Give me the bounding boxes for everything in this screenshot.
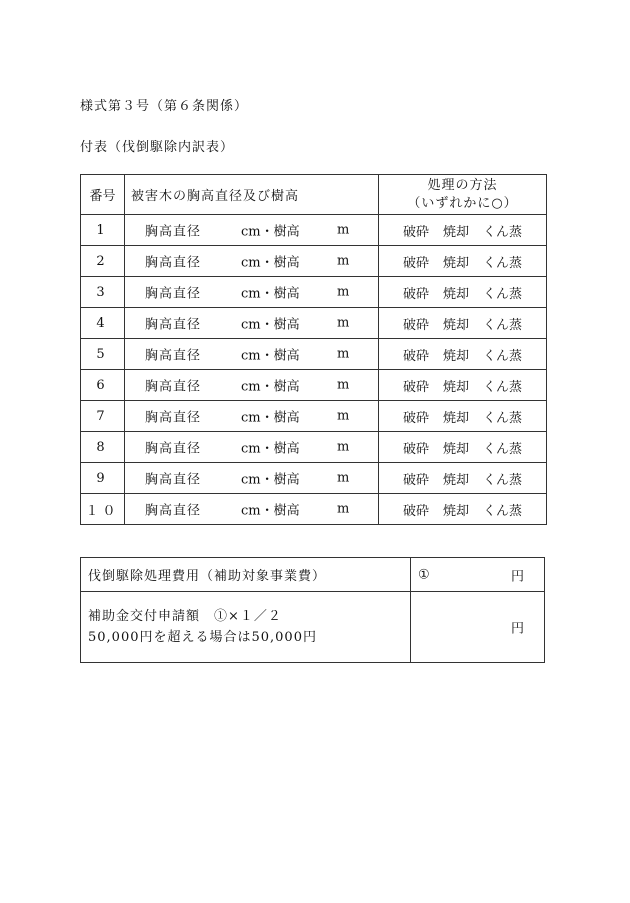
- diameter-label: 胸高直径: [145, 286, 202, 302]
- row-method: [379, 339, 547, 370]
- diameter-label: 胸高直径: [145, 441, 202, 457]
- method-option-fumigate[interactable]: くん蒸: [483, 317, 523, 333]
- row-method: [379, 432, 547, 463]
- table-row: [81, 339, 547, 370]
- row-number: 2: [81, 246, 125, 277]
- apply-label-line1: 補助金交付申請額 ①×１／２: [88, 609, 282, 624]
- method-option-crush[interactable]: 破砕: [402, 255, 429, 271]
- row-number: 7: [81, 401, 125, 432]
- row-number: 8: [81, 432, 125, 463]
- table-row: [81, 308, 547, 339]
- method-option-burn[interactable]: 焼却: [442, 348, 469, 364]
- method-option-fumigate[interactable]: くん蒸: [483, 379, 523, 395]
- row-method: [379, 308, 547, 339]
- method-option-burn[interactable]: 焼却: [442, 472, 469, 488]
- row-measurement: [125, 463, 379, 494]
- row-number: 5: [81, 339, 125, 370]
- method-option-burn[interactable]: 焼却: [442, 410, 469, 426]
- method-option-fumigate[interactable]: くん蒸: [483, 410, 523, 426]
- method-option-crush[interactable]: 破砕: [402, 317, 429, 333]
- method-option-fumigate[interactable]: くん蒸: [483, 472, 523, 488]
- row-method: [379, 277, 547, 308]
- method-option-crush[interactable]: 破砕: [402, 503, 429, 519]
- diameter-unit-height-label: cm・樹高: [241, 348, 300, 364]
- row-number: 4: [81, 308, 125, 339]
- row-number: 9: [81, 463, 125, 494]
- height-unit: m: [337, 253, 350, 269]
- row-measurement: [125, 339, 379, 370]
- diameter-unit-height-label: cm・樹高: [241, 472, 300, 488]
- diameter-label: 胸高直径: [145, 503, 202, 519]
- row-method: [379, 463, 547, 494]
- apply-label: [81, 592, 411, 663]
- height-unit: m: [337, 408, 350, 424]
- row-method: [379, 370, 547, 401]
- diameter-unit-height-label: cm・樹高: [241, 317, 300, 333]
- cost-yen-unit: 円: [510, 569, 524, 584]
- diameter-unit-height-label: cm・樹高: [241, 503, 300, 519]
- row-number: 6: [81, 370, 125, 401]
- method-option-burn[interactable]: 焼却: [442, 286, 469, 302]
- row-measurement: [125, 432, 379, 463]
- method-option-crush[interactable]: 破砕: [402, 348, 429, 364]
- cost-value-field[interactable]: [411, 558, 545, 592]
- diameter-unit-height-label: cm・樹高: [241, 224, 300, 240]
- method-option-crush[interactable]: 破砕: [402, 472, 429, 488]
- row-measurement: [125, 308, 379, 339]
- table-row: [81, 246, 547, 277]
- cost-label: 伐倒駆除処理費用（補助対象事業費）: [81, 558, 411, 592]
- row-number: 1: [81, 215, 125, 246]
- method-option-burn[interactable]: 焼却: [442, 441, 469, 457]
- height-unit: m: [337, 470, 350, 486]
- cost-row: [81, 558, 545, 592]
- row-measurement: [125, 494, 379, 525]
- diameter-unit-height-label: cm・樹高: [241, 379, 300, 395]
- diameter-unit-height-label: cm・樹高: [241, 441, 300, 457]
- method-option-burn[interactable]: 焼却: [442, 379, 469, 395]
- cost-table: [80, 557, 545, 663]
- method-option-fumigate[interactable]: くん蒸: [483, 255, 523, 271]
- row-number: １０: [81, 494, 125, 525]
- apply-yen-unit: 円: [510, 621, 524, 637]
- row-method: [379, 215, 547, 246]
- row-method: [379, 494, 547, 525]
- diameter-unit-height-label: cm・樹高: [241, 286, 300, 302]
- table-header-row: [81, 175, 547, 215]
- diameter-unit-height-label: cm・樹高: [241, 410, 300, 426]
- method-option-burn[interactable]: 焼却: [442, 317, 469, 333]
- diameter-label: 胸高直径: [145, 472, 202, 488]
- method-option-burn[interactable]: 焼却: [442, 224, 469, 240]
- method-option-fumigate[interactable]: くん蒸: [483, 503, 523, 519]
- table-row: [81, 215, 547, 246]
- method-option-crush[interactable]: 破砕: [402, 410, 429, 426]
- height-unit: m: [337, 315, 350, 331]
- table-row: [81, 401, 547, 432]
- row-measurement: [125, 215, 379, 246]
- header-number: 番号: [81, 175, 125, 215]
- table-row: [81, 494, 547, 525]
- header-measurement: 被害木の胸高直径及び樹高: [125, 175, 379, 215]
- height-unit: m: [337, 222, 350, 238]
- height-unit: m: [337, 284, 350, 300]
- apply-row: [81, 592, 545, 663]
- table-row: [81, 463, 547, 494]
- form-title: 様式第３号（第６条関係）: [80, 99, 249, 114]
- diameter-label: 胸高直径: [145, 224, 202, 240]
- method-option-fumigate[interactable]: くん蒸: [483, 441, 523, 457]
- row-number: 3: [81, 277, 125, 308]
- header-method-line1: 処理の方法: [427, 177, 498, 193]
- table-row: [81, 370, 547, 401]
- diameter-label: 胸高直径: [145, 410, 202, 426]
- row-method: [379, 401, 547, 432]
- method-option-fumigate[interactable]: くん蒸: [483, 224, 523, 240]
- method-option-fumigate[interactable]: くん蒸: [483, 286, 523, 302]
- header-method-line2: （いずれかに○）: [407, 195, 518, 211]
- method-option-fumigate[interactable]: くん蒸: [483, 348, 523, 364]
- method-option-crush[interactable]: 破砕: [402, 379, 429, 395]
- table-row: [81, 277, 547, 308]
- row-measurement: [125, 401, 379, 432]
- row-method: [379, 246, 547, 277]
- diameter-label: 胸高直径: [145, 379, 202, 395]
- felled-tree-table: [80, 174, 547, 525]
- diameter-label: 胸高直径: [145, 348, 202, 364]
- row-measurement: [125, 370, 379, 401]
- diameter-unit-height-label: cm・樹高: [241, 255, 300, 271]
- apply-value-field[interactable]: [411, 592, 545, 663]
- method-option-crush[interactable]: 破砕: [402, 286, 429, 302]
- row-measurement: [125, 277, 379, 308]
- diameter-label: 胸高直径: [145, 255, 202, 271]
- method-option-crush[interactable]: 破砕: [402, 224, 429, 240]
- cost-marker: ①: [418, 567, 430, 582]
- height-unit: m: [337, 501, 350, 517]
- apply-label-line2: 50,000円を超える場合は50,000円: [88, 630, 317, 645]
- table-row: [81, 432, 547, 463]
- table-subtitle: 付表（伐倒駆除内訳表）: [80, 140, 235, 155]
- method-option-burn[interactable]: 焼却: [442, 255, 469, 271]
- row-measurement: [125, 246, 379, 277]
- method-option-burn[interactable]: 焼却: [442, 503, 469, 519]
- height-unit: m: [337, 346, 350, 362]
- diameter-label: 胸高直径: [145, 317, 202, 333]
- method-option-crush[interactable]: 破砕: [402, 441, 429, 457]
- height-unit: m: [337, 439, 350, 455]
- header-method: [379, 175, 547, 215]
- height-unit: m: [337, 377, 350, 393]
